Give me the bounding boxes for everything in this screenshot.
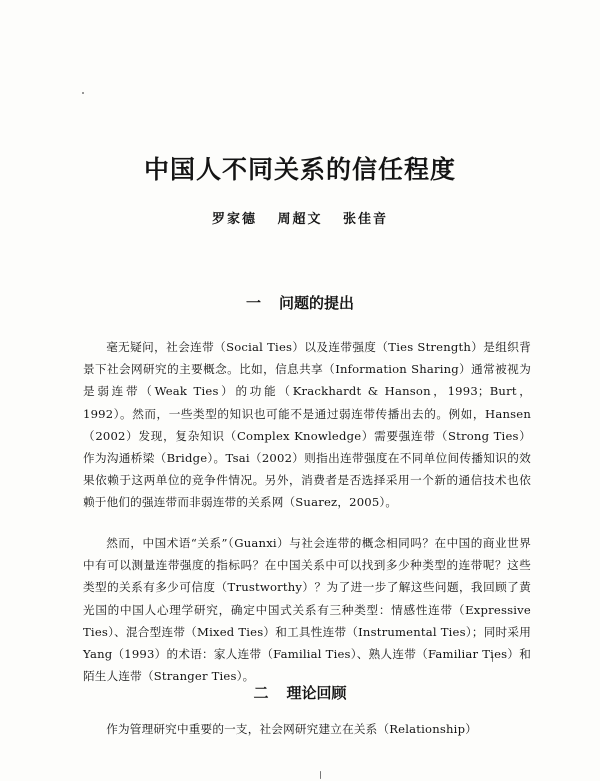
section-number: 一 — [245, 294, 261, 312]
section-title: 问题的提出 — [279, 294, 355, 312]
paper-title: 中国人不同关系的信任程度 — [143, 155, 456, 184]
section-title: 理论回顾 — [286, 684, 347, 702]
body-paragraph: 毫无疑问，社会连带（Social Ties）以及连带强度（Ties Strength）是组织背景下社会网研究的主要概念。比如，信息共享（Information Sharing）通常被视为是弱连带（Weak Ties）的功能（Krackhardt & Hanson，1993；Burt，1992）。然而，一些类型的知识也可能不是通过弱连带传播出去的。例如，Hansen（2002）发现，复杂知识（Complex Knowledge）需要强连带（Strong Ties）作为沟通桥梁（Bridge）。Tsai（2002）则指出连带强度在不同单位间传播知识的效果依赖于这两单位的竞争件情况。另外，消费者是否选择采用一个新的通信技术也依赖于他们的强连带而非弱连带的关系网（Suarez，2005）。 — [83, 340, 531, 510]
section-number: 二 — [253, 684, 269, 702]
body-paragraph: 作为管理研究中重要的一支，社会网研究建立在关系（Relationship） — [106, 722, 478, 736]
paper-authors: 罗家德 周超文 张佳音 — [211, 212, 389, 227]
scan-speck — [82, 92, 84, 94]
body-paragraph: 然而，中国术语“关系”（Guanxi）与社会连带的概念相同吗？在中国的商业世界中有可以测量连带强度的指标吗？在中国关系中可以找到多少种类型的连带呢？这些类型的关系有多少可信度（Trustworthy）？为了进一步了解这些问题，我回顾了黄光国的中国人心理学研究，确定中国式关系有三种类型：情感性连带（Expressive Ties）、混合型连带（Mixed Ties）和工具性连带（Instrumental Ties）；同时采用 Yang（1993）的术语：家人连带（Familial Ties）、熟人连带（Familiar Ties）和陌生人连带（Stranger Ties）。 — [83, 536, 531, 684]
section-heading-1 — [0, 292, 600, 313]
section-heading-2 — [0, 682, 600, 703]
scan-speck — [320, 771, 321, 779]
